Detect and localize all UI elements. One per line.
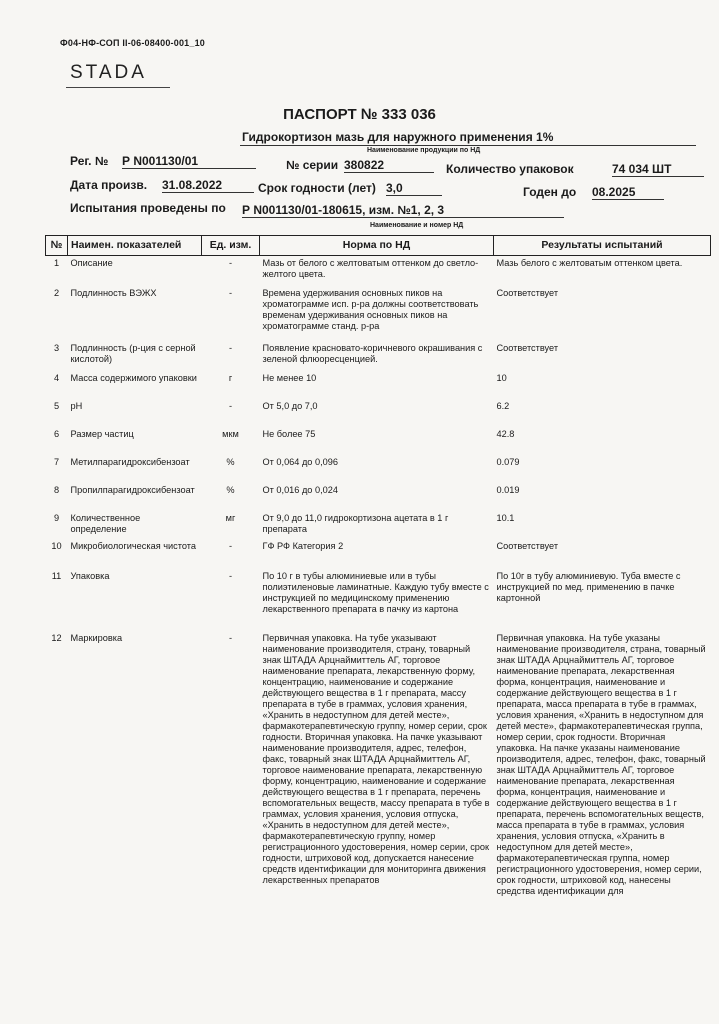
production-date-label: Дата произв. — [70, 178, 148, 192]
row-result: Соответствует — [496, 342, 559, 353]
row-indicator: Подлинность ВЭЖХ — [70, 287, 157, 298]
row-number: 5 — [53, 400, 60, 411]
reg-value: Р N001130/01 — [122, 154, 256, 169]
specification-table — [45, 235, 711, 899]
page-title: ПАСПОРТ № 333 036 — [283, 106, 436, 123]
tests-caption: Наименование и номер НД — [370, 222, 464, 229]
row-norm: От 5,0 до 7,0 — [262, 400, 318, 411]
row-number: 11 — [51, 570, 62, 581]
product-rule — [240, 145, 696, 146]
row-unit: г — [228, 372, 233, 383]
col-header-norm: Норма по НД — [260, 236, 494, 256]
row-unit: мкм — [222, 428, 239, 439]
row-norm: Появление красновато-коричневого окрашивания с зеленой флюоресценцией. — [262, 342, 483, 364]
row-norm: От 0,016 до 0,024 — [262, 484, 338, 495]
row-norm: ГФ РФ Категория 2 — [262, 540, 344, 551]
table-row — [46, 371, 711, 399]
table-row — [46, 455, 711, 483]
quantity-value: 74 034 ШТ — [612, 162, 704, 177]
table-header-row — [46, 236, 711, 256]
row-unit: - — [228, 342, 233, 353]
tests-label: Испытания проведены по — [70, 201, 226, 215]
row-indicator: pH — [70, 400, 83, 411]
table-row — [46, 511, 711, 539]
row-unit: % — [226, 456, 235, 467]
shelf-life-value: 3,0 — [386, 181, 442, 196]
valid-until-value: 08.2025 — [592, 185, 664, 200]
row-result: 0.019 — [496, 484, 520, 495]
row-number: 3 — [53, 342, 60, 353]
row-result: 6.2 — [496, 400, 510, 411]
row-number: 10 — [51, 540, 62, 551]
company-logo: STADA — [70, 62, 147, 83]
row-unit: - — [228, 258, 233, 268]
row-indicator: Упаковка — [70, 570, 110, 581]
table-row — [46, 399, 711, 427]
row-number: 7 — [53, 456, 60, 467]
row-result: 10.1 — [496, 512, 515, 523]
product-name: Гидрокортизон мазь для наружного применения 1% — [242, 130, 554, 144]
table-row — [46, 569, 711, 631]
table-row — [46, 427, 711, 455]
row-result: 10 — [496, 372, 507, 383]
row-indicator: Описание — [70, 258, 113, 268]
row-unit: - — [228, 287, 233, 298]
row-result: 42.8 — [496, 428, 515, 439]
row-unit: - — [228, 570, 233, 581]
table-row — [46, 631, 711, 899]
row-result: По 10г в тубу алюминиевую. Туба вместе с инструкцией по мед. применению в пачке картонной — [496, 570, 681, 603]
row-indicator: Пропилпарагидроксибензоат — [70, 484, 195, 495]
row-indicator: Метилпарагидроксибензоат — [70, 456, 190, 467]
row-result: Соответствует — [496, 540, 559, 551]
row-indicator: Подлинность (р-ция с серной кислотой) — [70, 342, 196, 364]
table-row — [46, 256, 711, 286]
col-header-num: № — [46, 236, 68, 256]
row-unit: % — [226, 484, 235, 495]
row-result: Мазь белого с желтоватым оттенком цвета. — [496, 258, 683, 268]
row-number: 12 — [51, 632, 62, 643]
row-indicator: Количественное определение — [70, 512, 141, 534]
row-norm: Не более 75 — [262, 428, 316, 439]
row-number: 4 — [53, 372, 60, 383]
row-indicator: Маркировка — [70, 632, 123, 643]
row-result: Соответствует — [496, 287, 559, 298]
production-date-value: 31.08.2022 — [162, 178, 254, 193]
tests-value: Р N001130/01-180615, изм. №1, 2, 3 — [242, 203, 564, 218]
row-unit: мг — [225, 512, 236, 523]
logo-underline — [66, 87, 170, 88]
row-number: 6 — [53, 428, 60, 439]
table-row — [46, 483, 711, 511]
row-norm: Мазь от белого с желтоватым оттенком до светло-желтого цвета. — [262, 258, 479, 279]
reg-label: Рег. № — [70, 154, 109, 168]
col-header-result: Результаты испытаний — [494, 236, 711, 256]
row-unit: - — [228, 400, 233, 411]
row-result: 0.079 — [496, 456, 520, 467]
row-norm: По 10 г в тубы алюминиевые или в тубы полиэтиленовые ламинатные. Каждую тубу вместе с инструкцией по медицинскому применению лекарственного препарата в пачку из картона — [262, 570, 489, 614]
valid-until-label: Годен до — [523, 185, 577, 199]
product-caption: Наименование продукции по НД — [367, 147, 481, 154]
row-norm: От 9,0 до 11,0 гидрокортизона ацетата в 1 г препарата — [262, 512, 449, 534]
row-indicator: Масса содержимого упаковки — [70, 372, 197, 383]
shelf-life-label: Срок годности (лет) — [258, 181, 376, 195]
row-indicator: Микробиологическая чистота — [70, 540, 196, 551]
table-row — [46, 286, 711, 341]
series-value: 380822 — [344, 158, 434, 173]
col-header-name: Наимен. показателей — [68, 236, 202, 256]
quantity-label: Количество упаковок — [446, 162, 574, 176]
row-norm: Времена удерживания основных пиков на хроматограмме исп. р-ра должны соответствовать временам удерживания основных пиков на хроматограмме станд. р-ра — [262, 287, 479, 331]
table-row — [46, 341, 711, 371]
row-norm: Не менее 10 — [262, 372, 317, 383]
row-number: 8 — [53, 484, 60, 495]
row-number: 9 — [53, 512, 60, 523]
row-norm: От 0,064 до 0,096 — [262, 456, 338, 467]
row-norm: Первичная упаковка. На тубе указывают наименование производителя, страну, товарный знак ШТАДА Арцнаймиттель АГ, торговое наименование препарата, лекарственную форму, концентрацию, наименование и содержание действующего вещества в 1 г препарата, массу препарата в тубе в граммах, условия хранения, «Хранить в недоступном для детей месте», фармакотерапевтическую группу, номер серии, срок годности. Вторичная упаковка. На пачке указывают наименование производителя, адрес, телефон, факс, товарный знак ШТАДА Арцнаймиттель АГ, торговое наименование препарата, лекарственную форму, концентрацию, наименование и содержание действующего вещества в 1 г препарата, перечень вспомогательных веществ, массу препарата в тубе в граммах, условия хранения, условия отпуска, «Хранить в недоступном для детей месте», фармакотерапевтическую группу, номер регистрационного удостоверения, номер серии, срок годности, штриховой код, допускается нанесение средств идентификации для мониторинга движения лекарственных препаратов — [262, 632, 490, 885]
document-code: Ф04-НФ-СОП II-06-08400-001_10 — [60, 38, 205, 48]
row-result: Первичная упаковка. На тубе указаны наименование производителя, страна, товарный знак ШТАДА Арцнаймиттель АГ, торговое наименование препарата, лекарственная форма, концентрация, наименование и содержание действующего вещества в 1 г препарата, масса препарата в тубе в граммах, условия хранения, «Хранить в недоступном для детей месте», фармакотерапевтическая группа, номер серии, срок годности. Вторичная упаковка. На пачке указаны наименование производителя, адрес, телефон, факс, товарный знак ШТАДА Арцнаймиттель АГ, торговое наименование препарата, лекарственная форма, концентрация, наименование и содержание действующего вещества в 1 г препарата, перечень вспомогательных веществ, масса препарата в тубе в граммах, условия хранения, условия отпуска, «Хранить в недоступном для детей месте», фармакотерапевтическая группа, номер регистрационного удостоверения, номер серии, срок годности, штриховой код, нанесены средства идентификации для — [496, 632, 706, 896]
series-label: № серии — [286, 158, 339, 172]
row-number: 2 — [53, 287, 60, 298]
row-number: 1 — [53, 258, 60, 268]
col-header-unit: Ед. изм. — [202, 236, 260, 256]
row-indicator: Размер частиц — [70, 428, 134, 439]
table-row — [46, 539, 711, 569]
row-unit: - — [228, 540, 233, 551]
row-unit: - — [228, 632, 233, 643]
